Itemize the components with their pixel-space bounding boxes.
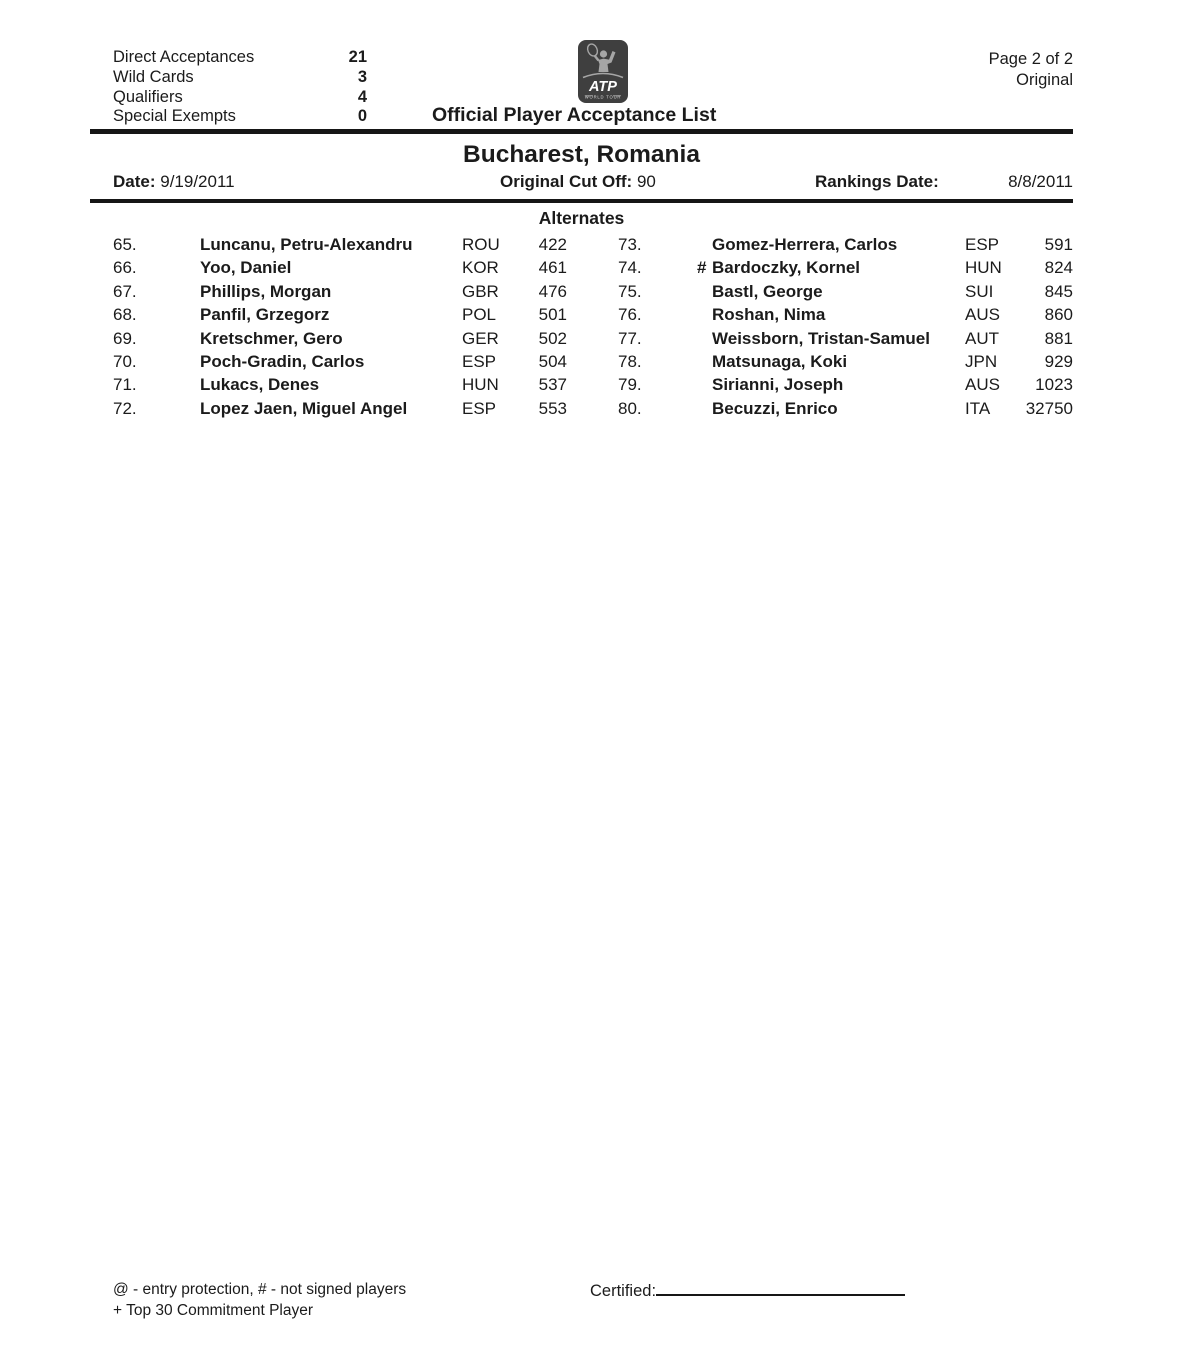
stat-label: Wild Cards bbox=[113, 67, 194, 86]
stat-value: 0 bbox=[357, 107, 367, 126]
player-rank: 504 bbox=[538, 352, 567, 372]
column-gap bbox=[567, 373, 618, 396]
player-name: Panfil, Grzegorz bbox=[200, 305, 330, 325]
stat-direct-acceptances bbox=[113, 48, 367, 68]
stat-value: 3 bbox=[357, 67, 367, 86]
cutoff-field bbox=[500, 172, 656, 192]
player-country: POL bbox=[462, 305, 497, 325]
player-country: ESP bbox=[462, 352, 497, 372]
legend-line-2: + Top 30 Commitment Player bbox=[113, 1301, 314, 1319]
tournament-title: Bucharest, Romania bbox=[463, 141, 700, 168]
cutoff-label: Original Cut Off: bbox=[500, 172, 633, 191]
player-country: JPN bbox=[965, 352, 998, 372]
player-mark: # bbox=[697, 258, 707, 278]
player-rank: 537 bbox=[538, 375, 567, 395]
player-name: Weissborn, Tristan-Samuel bbox=[712, 328, 930, 348]
player-rank: 501 bbox=[538, 305, 567, 325]
atp-logo-text: ATP bbox=[589, 79, 617, 95]
player-name: Bardoczky, Kornel bbox=[712, 258, 861, 278]
player-rank: 824 bbox=[1044, 258, 1073, 278]
player-rank: 1023 bbox=[1035, 375, 1073, 395]
column-gap bbox=[567, 256, 618, 279]
player-rank: 591 bbox=[1044, 235, 1073, 254]
table-row bbox=[113, 233, 1073, 256]
player-country: HUN bbox=[965, 258, 1002, 278]
player-country: GBR bbox=[462, 281, 499, 301]
player-position: 68. bbox=[113, 305, 137, 325]
player-country: AUS bbox=[965, 305, 1000, 325]
player-country: AUT bbox=[965, 328, 999, 348]
player-position: 80. bbox=[618, 398, 642, 418]
legend-line-1: @ - entry protection, # - not signed players bbox=[113, 1281, 407, 1298]
player-name: Lukacs, Denes bbox=[200, 375, 320, 395]
rankings-date-value: 8/8/2011 bbox=[1008, 172, 1073, 191]
rankings-date-label: Rankings Date: bbox=[815, 172, 939, 191]
table-row bbox=[113, 373, 1073, 396]
atp-world-tour-logo bbox=[578, 40, 628, 103]
table-row bbox=[113, 280, 1073, 303]
table-row bbox=[113, 256, 1073, 279]
player-position: 65. bbox=[113, 235, 137, 254]
player-mark bbox=[697, 397, 712, 420]
page-content bbox=[90, 0, 1073, 420]
player-rank: 860 bbox=[1044, 305, 1073, 325]
player-country: ITA bbox=[965, 398, 991, 418]
player-mark bbox=[697, 327, 712, 350]
legend bbox=[113, 1280, 406, 1321]
player-rank: 422 bbox=[538, 235, 567, 254]
player-country: AUS bbox=[965, 375, 1000, 395]
page-header bbox=[90, 0, 1073, 129]
column-gap bbox=[567, 350, 618, 373]
column-gap bbox=[567, 233, 618, 256]
player-mark bbox=[697, 233, 712, 256]
alternates-table bbox=[113, 233, 1073, 420]
player-position: 71. bbox=[113, 375, 137, 395]
stat-value: 21 bbox=[348, 48, 367, 66]
player-country: GER bbox=[462, 328, 499, 348]
player-name: Sirianni, Joseph bbox=[712, 375, 844, 395]
player-mark bbox=[697, 280, 712, 303]
player-rank: 553 bbox=[538, 398, 567, 418]
column-gap bbox=[567, 327, 618, 350]
player-position: 70. bbox=[113, 352, 137, 372]
page-info bbox=[989, 49, 1073, 91]
player-name: Phillips, Morgan bbox=[200, 281, 332, 301]
stat-label: Special Exempts bbox=[113, 107, 236, 126]
section-title-alternates: Alternates bbox=[538, 208, 625, 228]
player-position: 74. bbox=[618, 258, 642, 278]
column-gap bbox=[567, 303, 618, 326]
player-position: 77. bbox=[618, 328, 642, 348]
player-rank: 502 bbox=[538, 328, 567, 348]
meta-divider bbox=[90, 199, 1073, 203]
table-row bbox=[113, 397, 1073, 420]
stat-qualifiers bbox=[113, 88, 367, 108]
table-row bbox=[113, 303, 1073, 326]
date-value: 9/19/2011 bbox=[160, 172, 235, 191]
player-name: Yoo, Daniel bbox=[200, 258, 292, 278]
entry-stats bbox=[113, 48, 367, 127]
player-name: Gomez-Herrera, Carlos bbox=[712, 235, 898, 254]
player-position: 72. bbox=[113, 398, 137, 418]
page-footer bbox=[90, 1278, 1073, 1338]
certified-field bbox=[590, 1281, 905, 1301]
player-mark bbox=[697, 373, 712, 396]
player-country: ESP bbox=[965, 235, 1000, 254]
player-name: Roshan, Nima bbox=[712, 305, 826, 325]
player-mark bbox=[697, 350, 712, 373]
date-field bbox=[113, 172, 235, 192]
cutoff-value: 90 bbox=[636, 172, 656, 191]
signature-line bbox=[656, 1281, 905, 1296]
tournament-meta-row bbox=[90, 172, 1073, 197]
stat-label: Direct Acceptances bbox=[113, 48, 255, 66]
player-name: Becuzzi, Enrico bbox=[712, 398, 838, 418]
player-position: 67. bbox=[113, 281, 137, 301]
player-country: SUI bbox=[965, 281, 994, 301]
table-row bbox=[113, 327, 1073, 350]
player-name: Bastl, George bbox=[712, 281, 823, 301]
player-country: HUN bbox=[462, 375, 499, 395]
player-name: Lopez Jaen, Miguel Angel bbox=[200, 398, 408, 418]
player-position: 75. bbox=[618, 281, 642, 301]
player-rank: 845 bbox=[1044, 281, 1073, 301]
header-divider bbox=[90, 129, 1073, 134]
player-name: Kretschmer, Gero bbox=[200, 328, 343, 348]
player-name: Poch-Gradin, Carlos bbox=[200, 352, 365, 372]
player-position: 78. bbox=[618, 352, 642, 372]
player-rank: 881 bbox=[1044, 328, 1073, 348]
player-rank: 461 bbox=[538, 258, 567, 278]
player-country: ESP bbox=[462, 398, 497, 418]
player-name: Matsunaga, Koki bbox=[712, 352, 848, 372]
player-mark bbox=[697, 303, 712, 326]
copy-label: Original bbox=[1016, 71, 1073, 89]
player-country: KOR bbox=[462, 258, 499, 278]
stat-wild-cards bbox=[113, 68, 367, 88]
column-gap bbox=[567, 397, 618, 420]
player-position: 79. bbox=[618, 375, 642, 395]
player-position: 76. bbox=[618, 305, 642, 325]
column-gap bbox=[567, 280, 618, 303]
player-rank: 929 bbox=[1044, 352, 1073, 372]
document-title: Official Player Acceptance List bbox=[432, 104, 717, 126]
player-rank: 476 bbox=[538, 281, 567, 301]
player-position: 73. bbox=[618, 235, 642, 254]
atp-logo-graphic bbox=[578, 40, 628, 103]
page-number: Page 2 of 2 bbox=[988, 50, 1073, 68]
certified-label: Certified: bbox=[590, 1282, 657, 1300]
table-row bbox=[113, 350, 1073, 373]
stat-special-exempts bbox=[113, 107, 367, 127]
player-name: Luncanu, Petru-Alexandru bbox=[200, 235, 413, 254]
atp-logo-subtext: WORLD TOUR bbox=[584, 94, 622, 100]
stat-value: 4 bbox=[357, 87, 367, 106]
player-country: ROU bbox=[462, 235, 500, 254]
player-position: 69. bbox=[113, 328, 137, 348]
player-position: 66. bbox=[113, 258, 137, 278]
stat-label: Qualifiers bbox=[113, 87, 183, 106]
player-rank: 32750 bbox=[1025, 398, 1073, 418]
date-label: Date: bbox=[113, 172, 156, 191]
